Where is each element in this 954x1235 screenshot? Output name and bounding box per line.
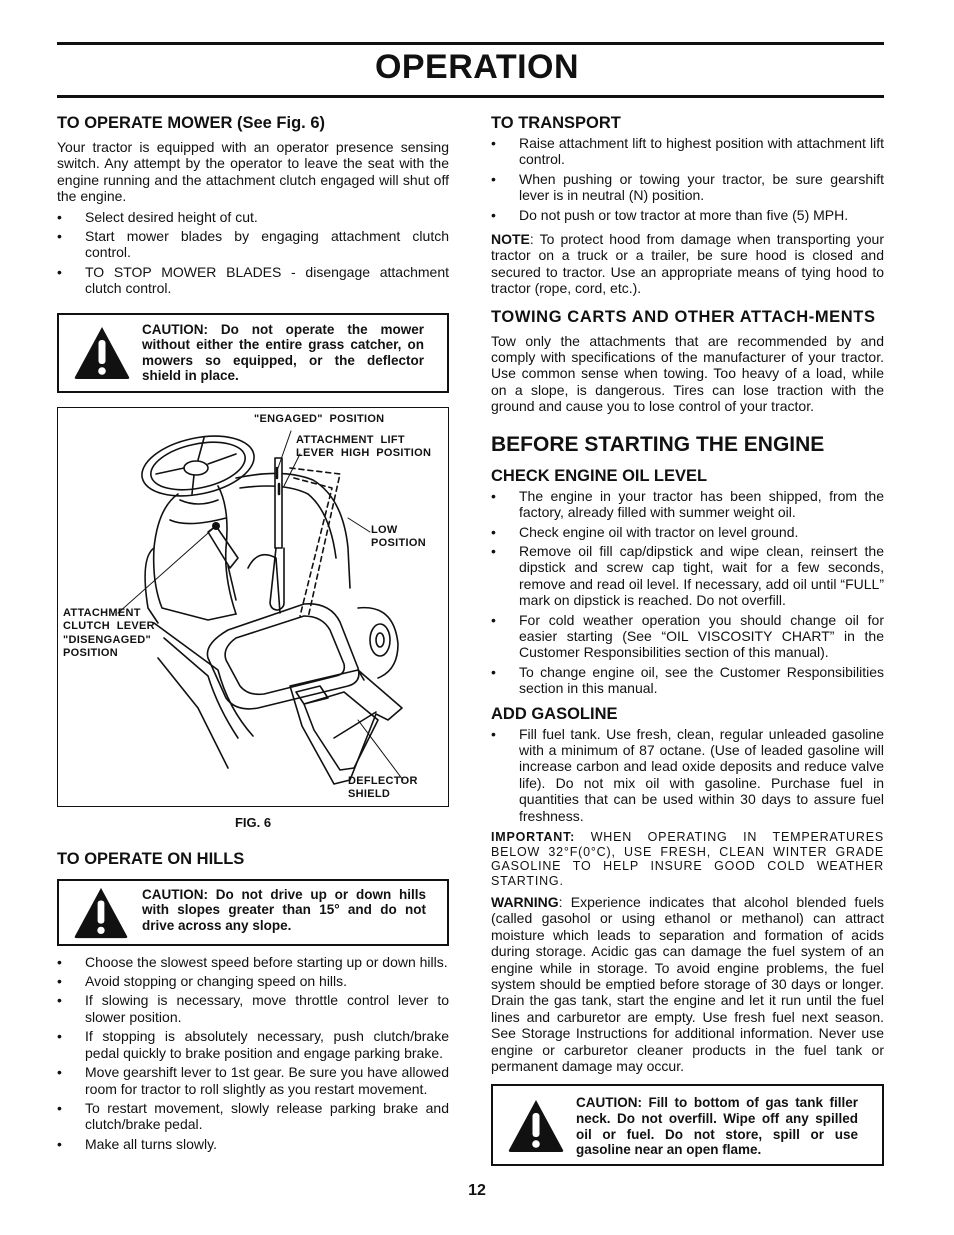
caution-box-gasoline <box>491 1084 884 1166</box>
list-item: • If stopping is absolutely necessary, push clutch/brake pedal quickly to brake position and engage parking brake. <box>57 1028 449 1061</box>
label-engaged-position: "ENGAGED" POSITION <box>254 412 385 425</box>
list-item: • Start mower blades by engaging attachment clutch control. <box>57 228 449 261</box>
list-item: • Avoid stopping or changing speed on hills. <box>57 973 449 989</box>
caution-text: CAUTION: Do not operate the mower without either the entire grass catcher, on mowers so equipped, or the deflector shield in place. <box>142 321 424 384</box>
page-title: OPERATION <box>374 48 580 86</box>
caution-box-mower <box>57 313 449 393</box>
list-item: • Fill fuel tank. Use fresh, clean, regular unleaded gasoline with a minimum of 87 octane. (Use of leaded gasoline will increase carbon and lead oxide deposits and reduce valve life). Do not mix oil with gasoline. Purchase fuel in quantities that can be used within 30 days to assure fuel freshness. <box>491 726 884 824</box>
list-item: • If slowing is necessary, move throttle control lever to slower position. <box>57 992 449 1025</box>
label-lift-lever-high: ATTACHMENT LIFT LEVER HIGH POSITION <box>296 433 432 460</box>
figure-6 <box>57 407 449 807</box>
mower-intro: Your tractor is equipped with an operator presence sensing switch. Any attempt by the operator to leave the seat with the engine running and the attachment clutch engaged will shut off the engine. <box>57 139 449 205</box>
caution-box-hills <box>57 879 449 946</box>
warning-triangle-icon <box>73 886 129 940</box>
right-column <box>491 108 884 1166</box>
list-item: • The engine in your tractor has been shipped, from the factory, already filled with summer weight oil. <box>491 488 884 521</box>
mower-bullets <box>57 209 449 297</box>
caution-text: CAUTION: Fill to bottom of gas tank filler neck. Do not overfill. Wipe off any spilled oil or fuel. Do not store, spill or use gasoline near an open flame. <box>576 1095 858 1158</box>
list-item: • Make all turns slowly. <box>57 1136 449 1152</box>
list-item: • Move gearshift lever to 1st gear. Be sure you have allowed room for tractor to roll slightly as you restart movement. <box>57 1064 449 1097</box>
warning-label: WARNING <box>491 894 559 910</box>
label-low-position: LOW POSITION <box>371 523 426 550</box>
transport-bullets <box>491 135 884 223</box>
list-item: • Raise attachment lift to highest position with attachment lift control. <box>491 135 884 168</box>
caution-text: CAUTION: Do not drive up or down hills with slopes greater than 15° and do not drive across any slope. <box>142 886 426 933</box>
note-text: : To protect hood from damage when transporting your tractor on a truck or a trailer, be sure hood is closed and secured to tractor. Use an appropriate means of tying hood to tractor (rope, cord, etc.). <box>491 231 884 297</box>
gasoline-bullets <box>491 726 884 824</box>
list-item: • Select desired height of cut. <box>57 209 449 225</box>
page-number: 12 <box>468 1182 486 1199</box>
transport-note <box>491 231 884 297</box>
warning-paragraph <box>491 894 884 1074</box>
warning-text: : Experience indicates that alcohol blended fuels (called gasohol or using ethanol or methanol) can attract moisture which leads to separation and formation of acids during storage. Acidic gas can damage the fuel system of an engine while in storage. To avoid engine problems, the fuel system should be emptied before storage of 30 days or longer. Drain the gas tank, start the engine and let it run until the fuel lines and carburetor are empty. Use fresh fuel next season. See Storage Instructions for additional information. Never use engine or carburetor cleaner products in the fuel tank or permanent damage may occur. <box>491 894 884 1075</box>
towing-text: Tow only the attachments that are recommended by and comply with specifications of the manufacturer of your tractor. Use common sense when towing. Too heavy of a load, while on a slope, is dangerous. Tires can lose traction with the ground and cause you to lose control of your tractor. <box>491 332 884 415</box>
hills-heading: TO OPERATE ON HILLS <box>57 849 245 868</box>
note-label: NOTE <box>491 231 530 248</box>
list-item: • TO STOP MOWER BLADES - disengage attachment clutch control. <box>57 264 449 297</box>
list-item: • When pushing or towing your tractor, be sure gearshift lever is in neutral (N) position. <box>491 171 884 204</box>
list-item: • Choose the slowest speed before starting up or down hills. <box>57 954 449 970</box>
list-item: • Remove oil fill cap/dipstick and wipe clean, reinsert the dipstick and screw cap tight, wait for a few seconds, remove and read oil level. If necessary, add oil until “FULL” mark on dipstick is reached. Do not overfill. <box>491 543 884 609</box>
oil-bullets <box>491 488 884 697</box>
list-item: • To restart movement, slowly release parking brake and clutch/brake pedal. <box>57 1100 449 1133</box>
list-item: • Check engine oil with tractor on level ground. <box>491 524 884 540</box>
mower-heading: TO OPERATE MOWER (See Fig. 6) <box>57 114 325 132</box>
figure-caption: FIG. 6 <box>234 814 272 830</box>
transport-heading: TO TRANSPORT <box>491 114 621 132</box>
list-item: • To change engine oil, see the Customer Responsibilities section in this manual. <box>491 664 884 697</box>
important-notice <box>491 830 884 888</box>
top-rule <box>57 42 884 45</box>
towing-heading: TOWING CARTS AND OTHER ATTACH-MENTS <box>491 307 876 326</box>
warning-triangle-icon <box>73 325 131 381</box>
oil-heading: CHECK ENGINE OIL LEVEL <box>491 466 708 485</box>
before-starting-heading: BEFORE STARTING THE ENGINE <box>491 432 825 456</box>
label-deflector-shield: DEFLECTOR SHIELD <box>348 774 418 801</box>
important-label: IMPORTANT: <box>491 830 576 844</box>
warning-triangle-icon <box>507 1098 565 1154</box>
important-text: WHEN OPERATING IN TEMPERATURES BELOW 32°F(0°C), USE FRESH, CLEAN WINTER GRADE GASOLINE TO HELP INSURE GOOD COLD WEATHER STARTING. <box>491 830 884 888</box>
list-item: • Do not push or tow tractor at more than five (5) MPH. <box>491 207 884 223</box>
left-column <box>57 108 449 1158</box>
list-item: • For cold weather operation you should change oil for easier starting (See “OIL VISCOSITY CHART” in the Customer Responsibilities section of this manual). <box>491 612 884 661</box>
hills-bullets <box>57 954 449 1152</box>
title-underline <box>57 95 884 98</box>
label-clutch-lever: ATTACHMENT CLUTCH LEVER "DISENGAGED" POSITION <box>63 606 155 660</box>
gasoline-heading: ADD GASOLINE <box>491 704 618 723</box>
